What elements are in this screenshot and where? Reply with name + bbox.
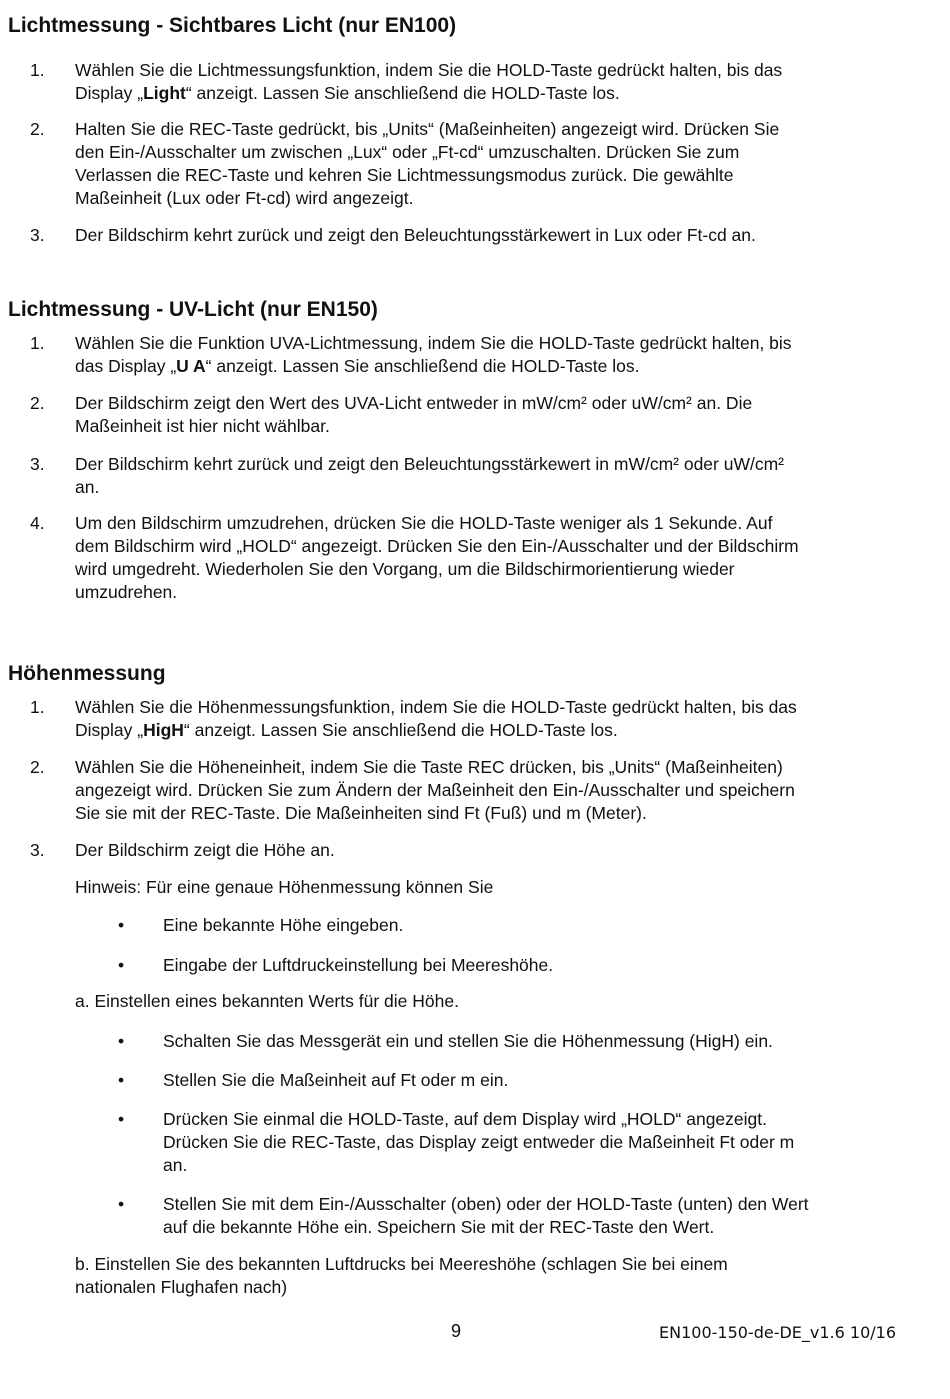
text-line: Display „HigH“ anzeigt. Lassen Sie anschließend die HOLD-Taste los. [75, 720, 618, 740]
bullet-text [163, 1193, 923, 1239]
step-text [75, 512, 915, 604]
text-line: auf die bekannte Höhe ein. Speichern Sie mit der REC-Taste den Wert. [163, 1217, 715, 1237]
text-line: an. [75, 477, 100, 497]
text-line: Maßeinheit ist hier nicht wählbar. [75, 416, 330, 436]
step-number: 2. [30, 119, 45, 139]
text-line: Der Bildschirm zeigt die Höhe an. [75, 840, 335, 860]
text-line: Eingabe der Luftdruckeinstellung bei Meereshöhe. [163, 955, 554, 975]
text-line: angezeigt wird. Drücken Sie zum Ändern der Maßeinheit den Ein-/Ausschalter und speichern [75, 780, 795, 800]
text-line: Schalten Sie das Messgerät ein und stellen Sie die Höhenmessung (HigH) ein. [163, 1031, 773, 1051]
step-number: 4. [30, 513, 45, 533]
step-text [75, 59, 915, 105]
text-line: Um den Bildschirm umzudrehen, drücken Sie die HOLD-Taste weniger als 1 Sekunde. Auf [75, 513, 773, 533]
text-line: dem Bildschirm wird „HOLD“ angezeigt. Drücken Sie den Ein-/Ausschalter und der Bildschirm [75, 536, 799, 556]
step-number: 3. [30, 225, 45, 245]
step-number: 2. [30, 757, 45, 777]
step-number: 3. [30, 840, 45, 860]
text-line: Halten Sie die REC-Taste gedrückt, bis „Units“ (Maßeinheiten) angezeigt wird. Drücken Sie [75, 119, 780, 139]
text-line: Wählen Sie die Funktion UVA-Lichtmessung, indem Sie die HOLD-Taste gedrückt halten, bis [75, 333, 792, 353]
step-text [75, 118, 915, 210]
text-line: Sie sie mit der REC-Taste. Die Maßeinheiten sind Ft (Fuß) und m (Meter). [75, 803, 647, 823]
text-line: Stellen Sie die Maßeinheit auf Ft oder m ein. [163, 1070, 509, 1090]
bullet-marker: • [118, 1194, 125, 1214]
bullet-text [163, 914, 923, 937]
step-text [75, 332, 915, 378]
step-number: 3. [30, 454, 45, 474]
step-text [75, 453, 915, 499]
bullet-marker: • [118, 1031, 125, 1051]
bullet-marker: • [118, 955, 125, 975]
text-line: Eine bekannte Höhe eingeben. [163, 915, 404, 935]
step-number: 1. [30, 697, 45, 717]
text-line: Wählen Sie die Lichtmessungsfunktion, indem Sie die HOLD-Taste gedrückt halten, bis das [75, 60, 783, 80]
bullet-marker: • [118, 1109, 125, 1129]
step-number: 1. [30, 333, 45, 353]
text-line: an. [163, 1155, 188, 1175]
text-line: Display „Light“ anzeigt. Lassen Sie anschließend die HOLD-Taste los. [75, 83, 620, 103]
section-title-uv-light: Lichtmessung - UV-Licht (nur EN150) [8, 298, 378, 321]
page-number: 9 [451, 1321, 462, 1341]
display-code: Light [143, 83, 186, 103]
text-line: Der Bildschirm kehrt zurück und zeigt den Beleuchtungsstärkewert in Lux oder Ft-cd an. [75, 225, 756, 245]
step-number: 2. [30, 393, 45, 413]
text-line: das Display „U A“ anzeigt. Lassen Sie anschließend die HOLD-Taste los. [75, 356, 640, 376]
bullet-text [163, 954, 923, 977]
text-line: Drücken Sie einmal die HOLD-Taste, auf dem Display wird „HOLD“ angezeigt. [163, 1109, 767, 1129]
display-code: U A [176, 356, 206, 376]
text-line: wird umgedreht. Wiederholen Sie den Vorgang, um die Bildschirmorientierung wieder [75, 559, 735, 579]
note-text: Hinweis: Für eine genaue Höhenmessung können Sie [75, 877, 494, 897]
text-line: umzudrehen. [75, 582, 178, 602]
section-title-visible-light: Lichtmessung - Sichtbares Licht (nur EN100) [8, 14, 457, 37]
text-line: b. Einstellen Sie des bekannten Luftdrucks bei Meereshöhe (schlagen Sie bei einem [75, 1254, 728, 1274]
subsection-b-title [75, 1253, 915, 1299]
text-line: Wählen Sie die Höhenmessungsfunktion, indem Sie die HOLD-Taste gedrückt halten, bis das [75, 697, 797, 717]
section-title-altitude: Höhenmessung [8, 662, 166, 685]
text-line: den Ein-/Ausschalter um zwischen „Lux“ oder „Ft-cd“ umzuschalten. Drücken Sie zum [75, 142, 740, 162]
text-line: Stellen Sie mit dem Ein-/Ausschalter (oben) oder der HOLD-Taste (unten) den Wert [163, 1194, 809, 1214]
text-line: nationalen Flughafen nach) [75, 1277, 288, 1297]
subsection-a-title: a. Einstellen eines bekannten Werts für die Höhe. [75, 991, 459, 1011]
text-line: Der Bildschirm zeigt den Wert des UVA-Licht entweder in mW/cm² oder uW/cm² an. Die [75, 393, 753, 413]
bullet-text [163, 1030, 923, 1053]
text-line: Drücken Sie die REC-Taste, das Display zeigt entweder die Maßeinheit Ft oder m [163, 1132, 795, 1152]
text-line: Verlassen die REC-Taste und kehren Sie Lichtmessungsmodus zurück. Die gewählte [75, 165, 734, 185]
text-line: Wählen Sie die Höheneinheit, indem Sie die Taste REC drücken, bis „Units“ (Maßeinheiten) [75, 757, 783, 777]
bullet-marker: • [118, 915, 125, 935]
bullet-marker: • [118, 1070, 125, 1090]
text-line: Der Bildschirm kehrt zurück und zeigt den Beleuchtungsstärkewert in mW/cm² oder uW/cm² [75, 454, 784, 474]
step-text [75, 392, 915, 438]
step-text [75, 696, 915, 742]
document-id: EN100-150-de-DE_v1.6 10/16 [659, 1323, 897, 1342]
bullet-text [163, 1069, 923, 1092]
bullet-text [163, 1108, 923, 1177]
step-text [75, 224, 915, 247]
display-code: HigH [143, 720, 184, 740]
step-number: 1. [30, 60, 45, 80]
step-text [75, 756, 915, 825]
text-line: Maßeinheit (Lux oder Ft-cd) wird angezeigt. [75, 188, 414, 208]
step-text [75, 839, 915, 862]
